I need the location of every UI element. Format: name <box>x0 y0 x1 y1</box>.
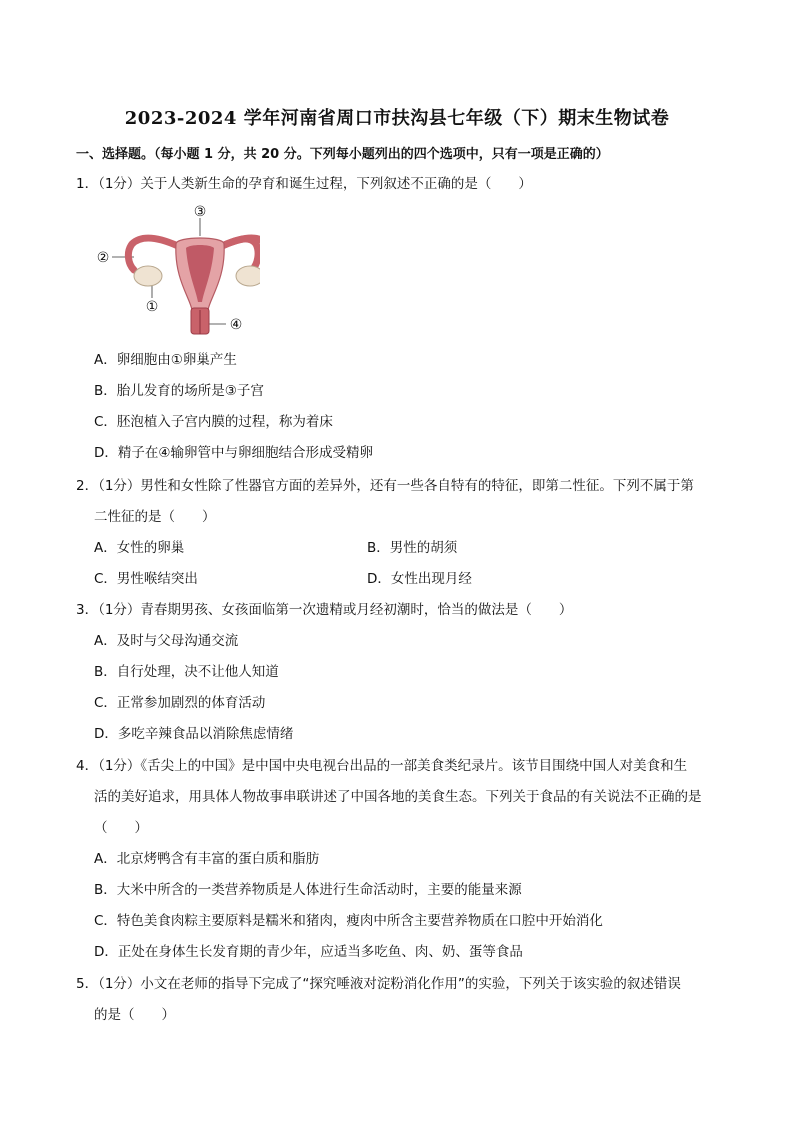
question-3-option-d: D．多吃辛辣食品以消除焦虑情绪 <box>94 726 294 742</box>
figure-label-1: ① <box>145 299 159 315</box>
page-title: 2023-2024 学年河南省周口市扶沟县七年级（下）期末生物试卷 <box>124 108 670 129</box>
figure-label-4: ④ <box>229 317 243 333</box>
question-4-option-d: D．正处在身体生长发育期的青少年，应适当多吃鱼、肉、奶、蛋等食品 <box>94 944 523 960</box>
section-heading: 一、选择题。（每小题 1 分，共 20 分。下列每小题列出的四个选项中，只有一项是正确的） <box>76 147 609 162</box>
question-2-option-b: B．男性的胡须 <box>367 540 458 556</box>
question-4-stem-cont-1: 活的美好追求，用具体人物故事串联讲述了中国各地的美食生态。下列关于食品的有关说法不正确的是 <box>94 789 702 805</box>
question-2-option-c: C．男性喉结突出 <box>94 571 198 587</box>
question-4-stem: 4．（1分）《舌尖上的中国》是中国中央电视台出品的一部美食类纪录片。该节目围绕中国人对美食和生 <box>76 758 688 774</box>
question-1-option-d: D．精子在④输卵管中与卵细胞结合形成受精卵 <box>94 445 373 461</box>
question-5-stem: 5．（1分）小文在老师的指导下完成了“探究唾液对淀粉消化作用”的实验，下列关于该实验的叙述错误 <box>76 976 681 992</box>
question-3-option-c: C．正常参加剧烈的体育活动 <box>94 695 266 711</box>
figure-label-2: ② <box>96 250 110 266</box>
question-1-option-a: A．卵细胞由①卵巢产生 <box>94 352 237 368</box>
question-5-stem-cont: 的是（ ） <box>94 1007 175 1023</box>
question-3-option-b: B．自行处理，决不让他人知道 <box>94 664 279 680</box>
question-2-option-a: A．女性的卵巢 <box>94 540 185 556</box>
uterus-diagram <box>90 198 260 338</box>
question-1-option-c: C．胚泡植入子宫内膜的过程，称为着床 <box>94 414 333 430</box>
question-4-option-a: A．北京烤鸭含有丰富的蛋白质和脂肪 <box>94 851 320 867</box>
question-1-stem: 1．（1分）关于人类新生命的孕育和诞生过程，下列叙述不正确的是（ ） <box>76 176 532 192</box>
question-2-option-d: D．女性出现月经 <box>367 571 472 587</box>
question-4-stem-cont-2: （ ） <box>94 820 148 836</box>
figure-label-3: ③ <box>193 204 207 220</box>
question-3-option-a: A．及时与父母沟通交流 <box>94 633 239 649</box>
question-2-stem-cont: 二性征的是（ ） <box>94 509 216 525</box>
question-4-option-c: C．特色美食肉粽主要原料是糯米和猪肉，瘦肉中所含主要营养物质在口腔中开始消化 <box>94 913 603 929</box>
question-3-stem: 3．（1分）青春期男孩、女孩面临第一次遗精或月经初潮时，恰当的做法是（ ） <box>76 602 573 618</box>
question-2-stem: 2．（1分）男性和女性除了性器官方面的差异外，还有一些各自特有的特征，即第二性征。下列不属于第 <box>76 478 694 494</box>
question-4-option-b: B．大米中所含的一类营养物质是人体进行生命活动时，主要的能量来源 <box>94 882 522 898</box>
question-1-option-b: B．胎儿发育的场所是③子宫 <box>94 383 264 399</box>
